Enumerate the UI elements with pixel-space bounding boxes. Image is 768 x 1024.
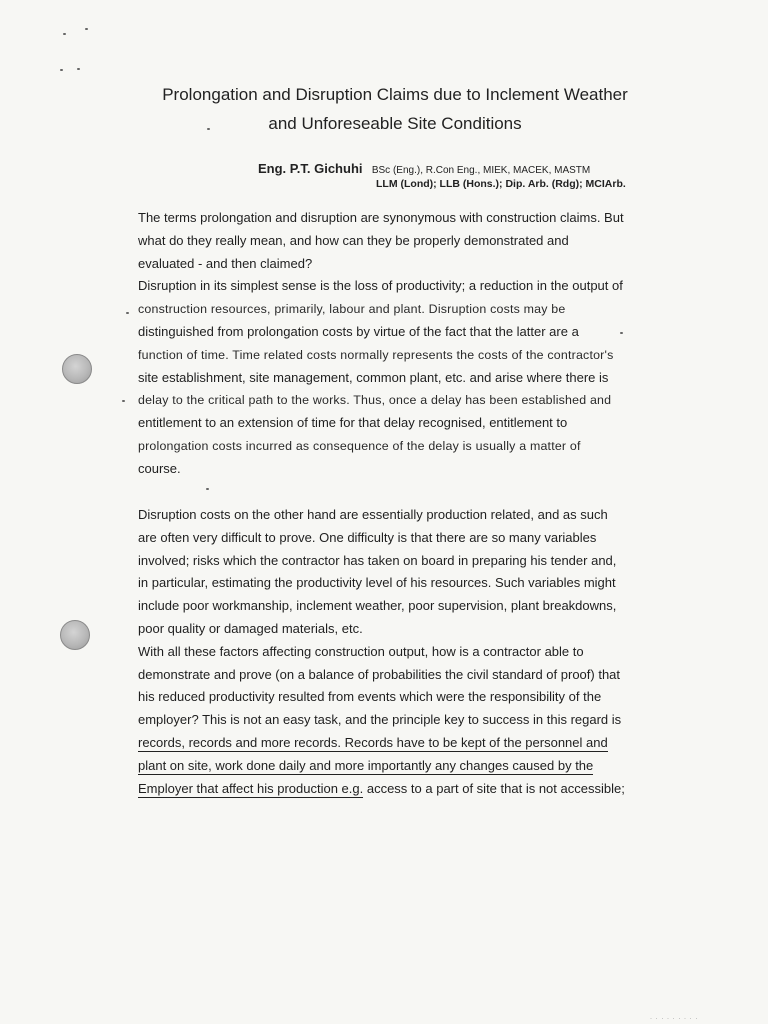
text-line: entitlement to an extension of time for that delay recognised, entitlement to bbox=[138, 415, 568, 431]
author-credentials-1: BSc (Eng.), R.Con Eng., MIEK, MACEK, MASTM bbox=[371, 165, 591, 176]
text-line: Disruption in its simplest sense is the loss of productivity; a reduction in the output of bbox=[138, 278, 623, 294]
text-line: include poor workmanship, inclement weather, poor supervision, plant breakdowns, bbox=[138, 598, 617, 614]
text-line: site establishment, site management, common plant, etc. and arise where there is bbox=[138, 369, 609, 385]
underlined-line bbox=[138, 732, 638, 755]
text-line: involved; risks which the contractor has taken on board in preparing his tender and, bbox=[138, 552, 617, 568]
text-line: prolongation costs incurred as consequence of the delay is usually a matter of bbox=[138, 438, 581, 453]
text-line: poor quality or damaged materials, etc. bbox=[138, 620, 363, 636]
scan-speck bbox=[77, 68, 80, 70]
author-block bbox=[258, 161, 626, 190]
text-line: delay to the critical path to the works. Thus, once a delay has been established and bbox=[138, 393, 612, 408]
text-line: evaluated - and then claimed? bbox=[138, 255, 313, 271]
punch-hole-bottom bbox=[60, 620, 90, 650]
text-line: Disruption costs on the other hand are essentially production related, and as such bbox=[138, 507, 608, 522]
title-line-1: Prolongation and Disruption Claims due to Inclement Weather bbox=[162, 85, 628, 104]
scan-speck bbox=[63, 33, 66, 35]
author-credentials-2: LLM (Lond); LLB (Hons.); Dip. Arb. (Rdg); MCIArb. bbox=[376, 178, 626, 190]
underlined-text: Employer that affect his production e.g. bbox=[138, 780, 364, 796]
text-line: distinguished from prolongation costs by virtue of the fact that the latter are a bbox=[138, 323, 579, 339]
underlined-text: plant on site, work done daily and more importantly any changes caused by the bbox=[138, 757, 594, 773]
text-line: employer? This is not an easy task, and the principle key to success in this regard is bbox=[138, 712, 622, 728]
punch-hole-top bbox=[62, 354, 92, 384]
text-line: The terms prolongation and disruption are synonymous with construction claims. But bbox=[138, 210, 624, 225]
author-name: Eng. P.T. Gichuhi bbox=[258, 161, 363, 176]
text-tail: access to a part of site that is not accessible; bbox=[363, 780, 625, 796]
scan-speck bbox=[126, 312, 129, 314]
text-line: in particular, estimating the productivity level of his resources. Such variables might bbox=[138, 575, 616, 591]
scan-speck bbox=[122, 400, 125, 402]
underlined-line bbox=[138, 755, 638, 778]
text-line: course. bbox=[138, 460, 181, 476]
text-line: construction resources, primarily, labour and plant. Disruption costs may be bbox=[138, 302, 566, 317]
paragraph-1 bbox=[138, 207, 638, 481]
text-line: what do they really mean, and how can they be properly demonstrated and bbox=[138, 232, 569, 248]
text-line: With all these factors affecting construction output, how is a contractor able to bbox=[138, 643, 584, 659]
underlined-line bbox=[138, 778, 638, 801]
text-line: demonstrate and prove (on a balance of probabilities the civil standard of proof) that bbox=[138, 666, 621, 682]
text-line: are often very difficult to prove. One difficulty is that there are so many variables bbox=[138, 529, 597, 545]
scan-speck bbox=[85, 28, 88, 30]
underlined-text: records, records and more records. Records have to be kept of the personnel and bbox=[138, 734, 608, 750]
text-line: function of time. Time related costs normally represents the costs of the contractor's bbox=[138, 347, 614, 362]
document-title bbox=[140, 80, 650, 138]
paragraph-2 bbox=[138, 504, 638, 800]
scan-speck bbox=[60, 69, 63, 71]
text-line: his reduced productivity resulted from events which were the responsibility of the bbox=[138, 689, 602, 705]
title-line-2: and Unforeseable Site Conditions bbox=[268, 114, 522, 133]
scan-footer-mark: · · · · · · · · · bbox=[650, 1016, 699, 1022]
scan-speck bbox=[206, 488, 209, 490]
